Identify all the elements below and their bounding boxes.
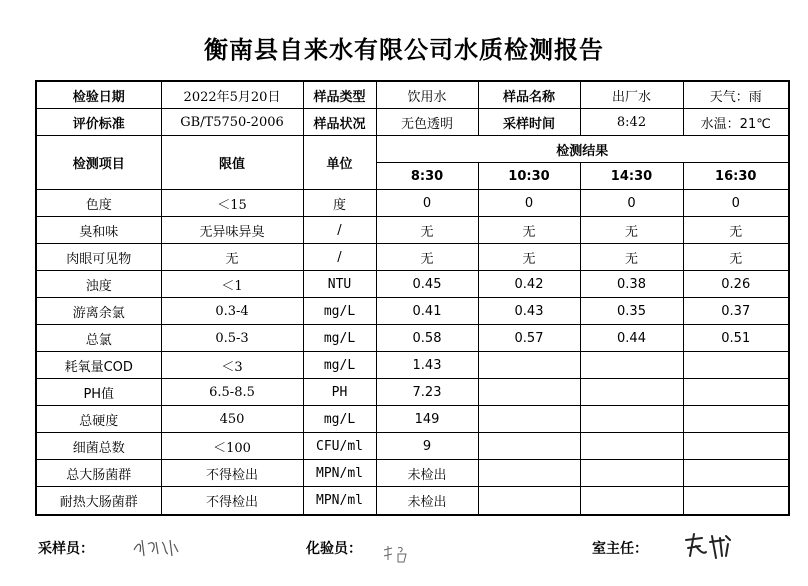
result-cell: 0.43: [478, 298, 580, 325]
result-cell: 0.45: [376, 271, 478, 298]
limit-cell: ＜15: [161, 190, 303, 217]
report-table: [35, 80, 790, 516]
result-cell: [478, 352, 580, 379]
meta-row-2: [36, 109, 789, 136]
unit-cell: PH: [303, 379, 376, 406]
result-cell: 0.41: [376, 298, 478, 325]
table-row: [36, 406, 789, 433]
result-cell: 0: [580, 190, 683, 217]
result-cell: 0.42: [478, 271, 580, 298]
result-cell: [580, 487, 683, 516]
unit-cell: mg/L: [303, 352, 376, 379]
result-cell: 0.38: [580, 271, 683, 298]
result-cell: 0.37: [683, 298, 789, 325]
result-cell: [478, 433, 580, 460]
item-cell: 细菌总数: [36, 433, 161, 460]
result-cell: 无: [478, 217, 580, 244]
result-cell: 0.57: [478, 325, 580, 352]
item-cell: 总硬度: [36, 406, 161, 433]
result-cell: 未检出: [376, 487, 478, 516]
time-header: 8:30: [376, 163, 478, 190]
item-cell: 色度: [36, 190, 161, 217]
item-cell: 臭和味: [36, 217, 161, 244]
sample-type-value: 饮用水: [376, 81, 478, 109]
result-cell: 0: [376, 190, 478, 217]
limit-cell: 不得检出: [161, 487, 303, 516]
limit-cell: 0.3-4: [161, 298, 303, 325]
limit-cell: ＜3: [161, 352, 303, 379]
unit-cell: /: [303, 244, 376, 271]
result-cell: 7.23: [376, 379, 478, 406]
limit-cell: ＜100: [161, 433, 303, 460]
result-cell: [683, 406, 789, 433]
result-cell: [683, 433, 789, 460]
table-row: [36, 244, 789, 271]
result-cell: 0.35: [580, 298, 683, 325]
limit-cell: 0.5-3: [161, 325, 303, 352]
item-cell: 总大肠菌群: [36, 460, 161, 487]
weather: 天气：雨: [683, 81, 789, 109]
unit-cell: 度: [303, 190, 376, 217]
result-cell: 0: [683, 190, 789, 217]
result-cell: [478, 487, 580, 516]
date-value: 2022年5月20日: [161, 81, 303, 109]
standard-label: 评价标准: [36, 109, 161, 136]
result-cell: [478, 460, 580, 487]
sample-time-label: 采样时间: [478, 109, 580, 136]
unit-cell: MPN/ml: [303, 460, 376, 487]
item-cell: 耗氧量COD: [36, 352, 161, 379]
table-row: [36, 190, 789, 217]
standard-value: GB/T5750-2006: [161, 109, 303, 136]
limit-cell: 不得检出: [161, 460, 303, 487]
result-cell: 149: [376, 406, 478, 433]
item-cell: PH值: [36, 379, 161, 406]
unit-cell: NTU: [303, 271, 376, 298]
limit-cell: 450: [161, 406, 303, 433]
result-cell: 无: [478, 244, 580, 271]
director-signature: [680, 530, 736, 562]
result-cell: [683, 379, 789, 406]
limit-header: 限值: [161, 136, 303, 190]
item-cell: 耐热大肠菌群: [36, 487, 161, 516]
sample-type-label: 样品类型: [303, 81, 376, 109]
result-cell: [683, 352, 789, 379]
director-label: 室主任：: [592, 541, 648, 557]
result-cell: 无: [376, 217, 478, 244]
limit-cell: ＜1: [161, 271, 303, 298]
result-cell: [580, 379, 683, 406]
limit-cell: 无: [161, 244, 303, 271]
limit-cell: 6.5-8.5: [161, 379, 303, 406]
result-cell: 无: [376, 244, 478, 271]
result-cell: [580, 352, 683, 379]
table-row: [36, 487, 789, 516]
signature-row: [0, 538, 808, 562]
table-row: [36, 298, 789, 325]
table-row: [36, 433, 789, 460]
result-cell: 0.26: [683, 271, 789, 298]
unit-cell: CFU/ml: [303, 433, 376, 460]
result-cell: 1.43: [376, 352, 478, 379]
date-label: 检验日期: [36, 81, 161, 109]
table-row: [36, 217, 789, 244]
table-row: [36, 325, 789, 352]
result-cell: 无: [683, 244, 789, 271]
result-cell: 0.44: [580, 325, 683, 352]
results-header: 检测结果: [376, 136, 789, 163]
result-cell: [478, 406, 580, 433]
result-cell: [478, 379, 580, 406]
unit-cell: MPN/ml: [303, 487, 376, 516]
unit-cell: /: [303, 217, 376, 244]
item-cell: 肉眼可见物: [36, 244, 161, 271]
item-header: 检测项目: [36, 136, 161, 190]
sampler-signature: [128, 532, 184, 562]
sample-name-value: 出厂水: [580, 81, 683, 109]
table-row: [36, 379, 789, 406]
result-cell: [683, 460, 789, 487]
item-cell: 总氯: [36, 325, 161, 352]
sample-state-value: 无色透明: [376, 109, 478, 136]
sample-time-value: 8:42: [580, 109, 683, 136]
result-cell: 0.58: [376, 325, 478, 352]
result-cell: 0: [478, 190, 580, 217]
sampler-label: 采样员：: [38, 541, 94, 557]
header-row-1: [36, 136, 789, 163]
table-row: [36, 352, 789, 379]
result-cell: 无: [580, 217, 683, 244]
result-cell: 无: [683, 217, 789, 244]
result-cell: 0.51: [683, 325, 789, 352]
result-cell: 9: [376, 433, 478, 460]
tester-label: 化验员：: [306, 541, 362, 557]
meta-row-1: [36, 81, 789, 109]
report-title: 衡南县自来水有限公司水质检测报告: [204, 35, 604, 64]
unit-cell: mg/L: [303, 406, 376, 433]
unit-cell: mg/L: [303, 325, 376, 352]
time-header: 14:30: [580, 163, 683, 190]
unit-cell: mg/L: [303, 298, 376, 325]
item-cell: 浊度: [36, 271, 161, 298]
result-cell: [580, 433, 683, 460]
limit-cell: 无异味异臭: [161, 217, 303, 244]
result-cell: [683, 487, 789, 516]
sample-state-label: 样品状况: [303, 109, 376, 136]
result-cell: 无: [580, 244, 683, 271]
time-header: 10:30: [478, 163, 580, 190]
result-cell: [580, 460, 683, 487]
table-row: [36, 271, 789, 298]
table-row: [36, 460, 789, 487]
time-header: 16:30: [683, 163, 789, 190]
tester-signature: [380, 540, 416, 566]
result-cell: 未检出: [376, 460, 478, 487]
unit-header: 单位: [303, 136, 376, 190]
item-cell: 游离余氯: [36, 298, 161, 325]
result-cell: [580, 406, 683, 433]
water-temp: 水温：21℃: [683, 109, 789, 136]
sample-name-label: 样品名称: [478, 81, 580, 109]
